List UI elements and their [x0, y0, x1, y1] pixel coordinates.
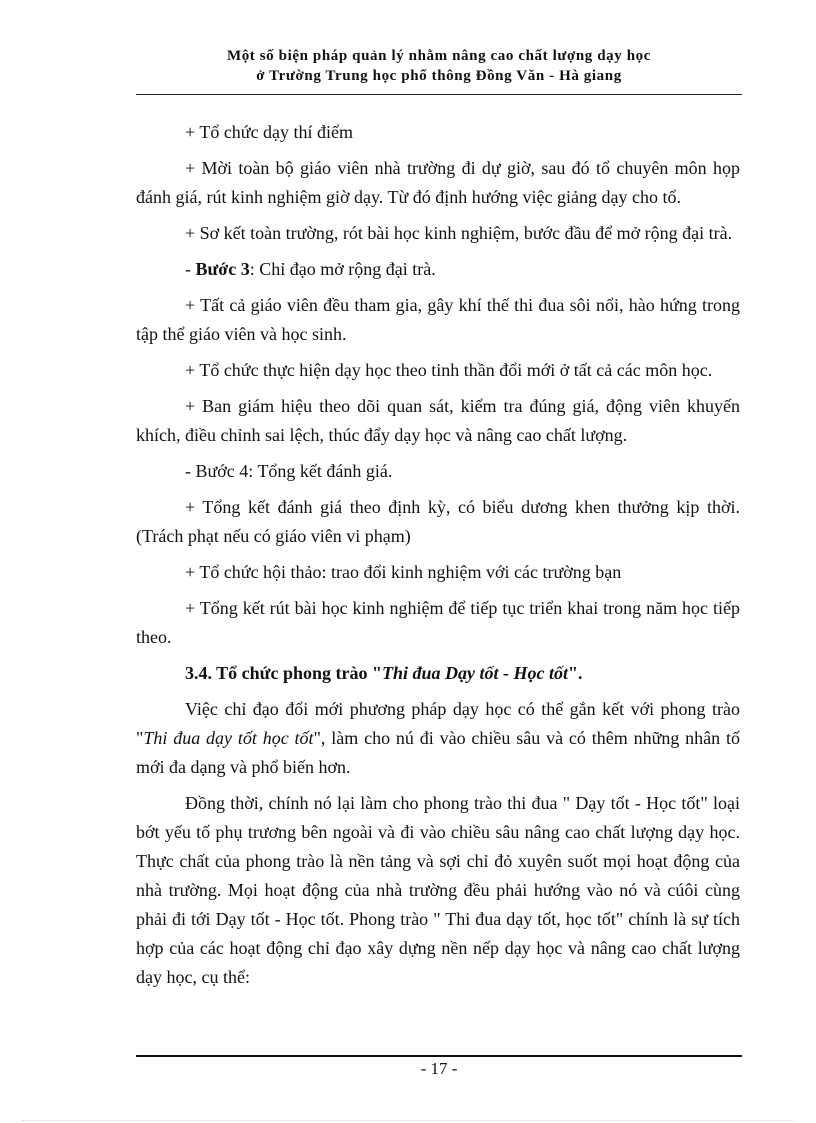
paragraph-step-3	[136, 255, 740, 284]
running-header	[136, 46, 742, 86]
section-heading	[136, 659, 740, 688]
header-divider	[136, 94, 742, 95]
footer-divider	[136, 1055, 742, 1057]
text-part: ", làm cho nú đi vào chiều sâu và có thêm những nhân tố mới đa dạng và phổ biến hơn.	[136, 728, 740, 777]
heading-prefix: 3.4. Tổ chức phong trào "	[185, 663, 382, 683]
document-body	[136, 118, 740, 999]
paragraph: + Tổng kết đánh giá theo định kỳ, có biểu dương khen thưởng kịp thời. (Trách phạt nếu có giáo viên vi phạm)	[136, 497, 740, 546]
paragraph	[136, 695, 740, 782]
heading-italic: Thi đua Dạy tốt - Học tốt	[381, 663, 568, 683]
paragraph: + Tổng kết rút bài học kinh nghiệm để tiếp tục triển khai trong năm học tiếp theo.	[136, 598, 740, 647]
heading-suffix: ".	[567, 663, 583, 683]
paragraph: + Ban giám hiệu theo dõi quan sát, kiểm tra đúng giá, động viên khuyến khích, điều chỉnh sai lệch, thúc đẩy dạy học và nâng cao chất lượng.	[136, 396, 740, 445]
paragraph: + Tổ chức hội thảo: trao đổi kinh nghiệm với các trường bạn	[185, 562, 622, 582]
text-italic: Thi đua dạy tốt học tốt	[143, 728, 314, 748]
header-line-2: ở Trường Trung học phổ thông Đồng Văn - Hà giang	[256, 68, 622, 84]
paragraph: Đồng thời, chính nó lại làm cho phong trào thi đua " Dạy tốt - Học tốt" loại bớt yếu tố phụ trương bên ngoài và đi vào chiều sâu nâng cao chất lượng dạy học. Thực chất của phong trào là nền tảng và sợi chỉ đỏ xuyên suốt mọi hoạt động của nhà trường. Mọi hoạt động của nhà trường đều phải hướng vào nó và cúôi cùng phải đi tới Dạy tốt - Học tốt. Phong trào " Thi đua dạy tốt, học tốt" chính là sự tích hợp của các hoạt động chỉ đạo xây dựng nền nếp dạy học và nâng cao chất lượng dạy học, cụ thể:	[136, 793, 740, 987]
header-line-1: Một số biện pháp quản lý nhằm nâng cao chất lượng dạy học	[226, 48, 652, 64]
paragraph: + Tất cả giáo viên đều tham gia, gây khí thế thi đua sôi nổi, hào hứng trong tập thể giáo viên và học sinh.	[136, 295, 740, 344]
paragraph-step-4: - Bước 4: Tổng kết đánh giá.	[185, 461, 393, 481]
paragraph: + Sơ kết toàn trường, rót bài học kinh nghiệm, bước đầu để mở rộng đại trà.	[185, 223, 733, 243]
paragraph: + Tổ chức dạy thí điểm	[185, 122, 354, 142]
page-number: - 17 -	[420, 1059, 458, 1078]
step-prefix: -	[185, 259, 196, 279]
text-part: Việc chỉ đạo đổi mới phương pháp dạy học có thể gắn kết với phong trào "	[136, 699, 740, 748]
step-text: : Chỉ đạo mở rộng đại trà.	[249, 259, 436, 279]
step-label: Bước 3	[195, 259, 250, 279]
paragraph: + Mời toàn bộ giáo viên nhà trường đi dự giờ, sau đó tổ chuyên môn họp đánh giá, rút kinh nghiệm giờ dạy. Từ đó định hướng việc giảng dạy cho tổ.	[136, 158, 740, 207]
paragraph: + Tổ chức thực hiện dạy học theo tinh thần đổi mới ở tất cả các môn học.	[185, 360, 713, 380]
page-edge-divider	[22, 1120, 794, 1121]
